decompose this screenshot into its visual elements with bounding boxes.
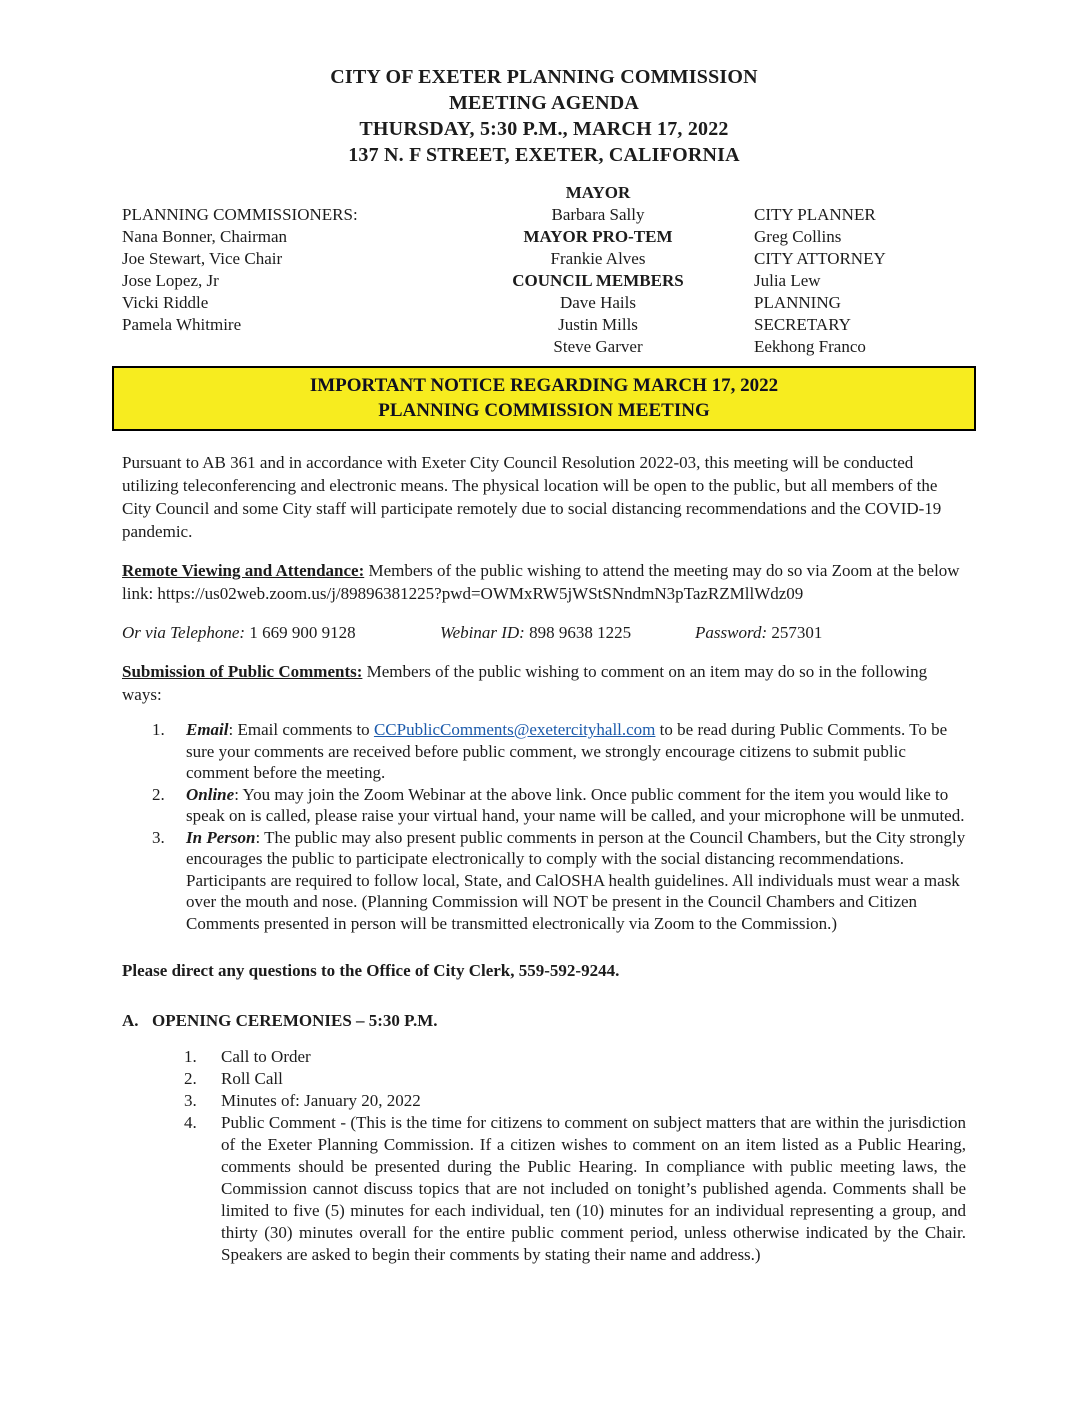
dial-in-info-row <box>122 621 966 644</box>
planning-secretary-name: Eekhong Franco <box>754 337 866 356</box>
commissioner-name: Joe Stewart, Vice Chair <box>122 249 283 268</box>
planning-secretary-heading: PLANNING <box>754 293 841 312</box>
item-text <box>186 827 966 935</box>
city-planner-name: Greg Collins <box>754 227 842 246</box>
council-column <box>442 182 754 358</box>
telephone-group <box>122 621 440 644</box>
submission-text: Members of the public wishing to comment on an item may do so in the following ways: <box>122 662 928 704</box>
title-line-datetime: THURSDAY, 5:30 P.M., MARCH 17, 2022 <box>359 118 729 140</box>
city-attorney-name: Julia Lew <box>754 271 821 290</box>
list-item-in-person <box>152 827 966 935</box>
list-item-public-comment <box>184 1112 966 1266</box>
mayor-pro-tem-name: Frankie Alves <box>550 249 646 268</box>
list-item-email <box>152 719 966 784</box>
public-comments-email-link[interactable]: CCPublicComments@exetercityhall.com <box>373 720 656 739</box>
title-line-type: MEETING AGENDA <box>448 92 640 114</box>
spacer <box>122 182 442 204</box>
council-member-name: Justin Mills <box>558 315 638 334</box>
commissioner-name: Jose Lopez, Jr <box>122 271 219 290</box>
submission-label: Submission of Public Comments: <box>122 662 363 681</box>
notice-line: PLANNING COMMISSION MEETING <box>378 400 710 421</box>
submission-paragraph <box>122 660 966 706</box>
email-method-label: Email <box>186 720 229 739</box>
item-number: 4. <box>184 1113 197 1132</box>
planning-secretary-heading: SECRETARY <box>754 315 851 334</box>
remote-viewing-paragraph <box>122 559 966 605</box>
mayor-pro-tem-heading: MAYOR PRO-TEM <box>523 227 673 246</box>
mayor-heading: MAYOR <box>565 183 631 202</box>
city-attorney-heading: CITY ATTORNEY <box>754 249 886 268</box>
telephone-number: 1 669 900 9128 <box>245 623 356 642</box>
council-members-heading: COUNCIL MEMBERS <box>512 271 684 290</box>
online-text: : You may join the Zoom Webinar at the above link. Once public comment for the item you would like to speak on is called, please raise your virtual hand, your name will be called, and your microphone will be unmuted. <box>186 784 965 825</box>
comment-methods-list <box>122 719 966 934</box>
item-number: 2. <box>184 1069 197 1088</box>
commissioner-name: Vicki Riddle <box>122 293 209 312</box>
in-person-method-label: In Person <box>186 827 256 847</box>
commissioners-heading: PLANNING COMMISSIONERS: <box>122 205 358 224</box>
city-clerk-questions-line: Please direct any questions to the Office of City Clerk, 559-592-9244. <box>122 961 620 980</box>
council-member-name: Steve Garver <box>553 337 643 356</box>
list-item-minutes <box>184 1090 966 1112</box>
title-line-address: 137 N. F STREET, EXETER, CALIFORNIA <box>348 144 740 166</box>
remote-viewing-text: Members of the public wishing to attend the meeting may do so via Zoom at the below link: <box>122 561 960 603</box>
item-text <box>186 784 966 827</box>
opening-ceremonies-list <box>122 1046 966 1266</box>
item-text <box>186 719 966 784</box>
webinar-id-group <box>440 621 695 644</box>
item-text: Minutes of: January 20, 2022 <box>221 1091 421 1110</box>
staff-column <box>754 182 966 358</box>
commissioners-column <box>122 182 442 358</box>
password-value: 257301 <box>767 623 823 642</box>
list-item-call-to-order <box>184 1046 966 1068</box>
council-member-name: Dave Hails <box>559 293 636 312</box>
remote-viewing-label: Remote Viewing and Attendance: <box>122 561 365 580</box>
notice-line: IMPORTANT NOTICE REGARDING MARCH 17, 2022 <box>309 375 779 396</box>
document-title <box>122 64 966 168</box>
section-letter: A. <box>122 1011 139 1030</box>
title-line-org: CITY OF EXETER PLANNING COMMISSION <box>330 66 758 88</box>
section-title: OPENING CEREMONIES – 5:30 P.M. <box>152 1011 438 1030</box>
webinar-id-value: 898 9638 1225 <box>524 623 632 642</box>
list-item-online <box>152 784 966 827</box>
online-method-label: Online <box>186 784 235 804</box>
commissioner-name: Pamela Whitmire <box>122 315 242 334</box>
item-number: 1. <box>152 720 165 739</box>
intro-paragraph: Pursuant to AB 361 and in accordance with Exeter City Council Resolution 2022-03, this meeting will be conducted utilizing teleconferencing and electronic means. The physical location will be open to the public, but all members of the City Council and some City staff will participate remotely due to social distancing recommendations and the COVID-19 pandemic. <box>122 453 942 541</box>
item-number: 2. <box>152 784 165 804</box>
item-number: 3. <box>184 1091 197 1110</box>
commissioner-name: Nana Bonner, Chairman <box>122 227 288 246</box>
item-text: Roll Call <box>221 1069 283 1088</box>
item-number: 3. <box>152 827 165 847</box>
item-number: 1. <box>184 1047 197 1066</box>
email-text-pre: : Email comments to <box>228 720 374 739</box>
spacer <box>754 182 966 204</box>
section-a-heading <box>122 1009 966 1032</box>
password-group <box>695 621 822 644</box>
in-person-text: : The public may also present public comments in person at the Council Chambers, but the City strongly encourages the public to participate electronically to comply with the social distancing recommendations. Participants are required to follow local, State, and CalOSHA health guidelines. All individuals must wear a mask over the mouth and nose. (Planning Commission will NOT be present in the Council Chambers and Citizen Comments presented in person will be transmitted electronically via Zoom to the Commission.) <box>186 827 966 933</box>
item-text: Public Comment - (This is the time for citizens to comment on subject matters that are within the jurisdiction of the Exeter Planning Commission. If a citizen wishes to comment on an item listed as a Public Hearing, comments should be presented during the Public Hearing. In compliance with public meeting laws, the Commission cannot discuss topics that are not included on tonight’s published agenda. Comments shall be limited to five (5) minutes for each individual, ten (10) minutes for an individual representing a group, and thirty (30) minutes overall for the entire public comment period, unless otherwise indicated by the Chair. Speakers are asked to begin their comments by stating their name and address.) <box>221 1113 966 1264</box>
city-planner-heading: CITY PLANNER <box>754 205 876 224</box>
webinar-id-label: Webinar ID: <box>440 623 525 642</box>
zoom-meeting-url: https://us02web.zoom.us/j/89896381225?pwd=OWMxRW5jWStSNndmN3pTazRZMllWdz09 <box>157 584 804 603</box>
officials-section <box>122 182 966 358</box>
email-text-post: to be read during Public Comments. To be sure your comments are received before public comment, we strongly encourage citizens to submit public comment before the meeting. <box>186 720 948 782</box>
list-item-roll-call <box>184 1068 966 1090</box>
mayor-name: Barbara Sally <box>551 205 645 224</box>
password-label: Password: <box>695 623 768 642</box>
important-notice-banner <box>112 366 976 431</box>
telephone-label: Or via Telephone: <box>122 623 246 642</box>
item-text: Call to Order <box>221 1047 311 1066</box>
